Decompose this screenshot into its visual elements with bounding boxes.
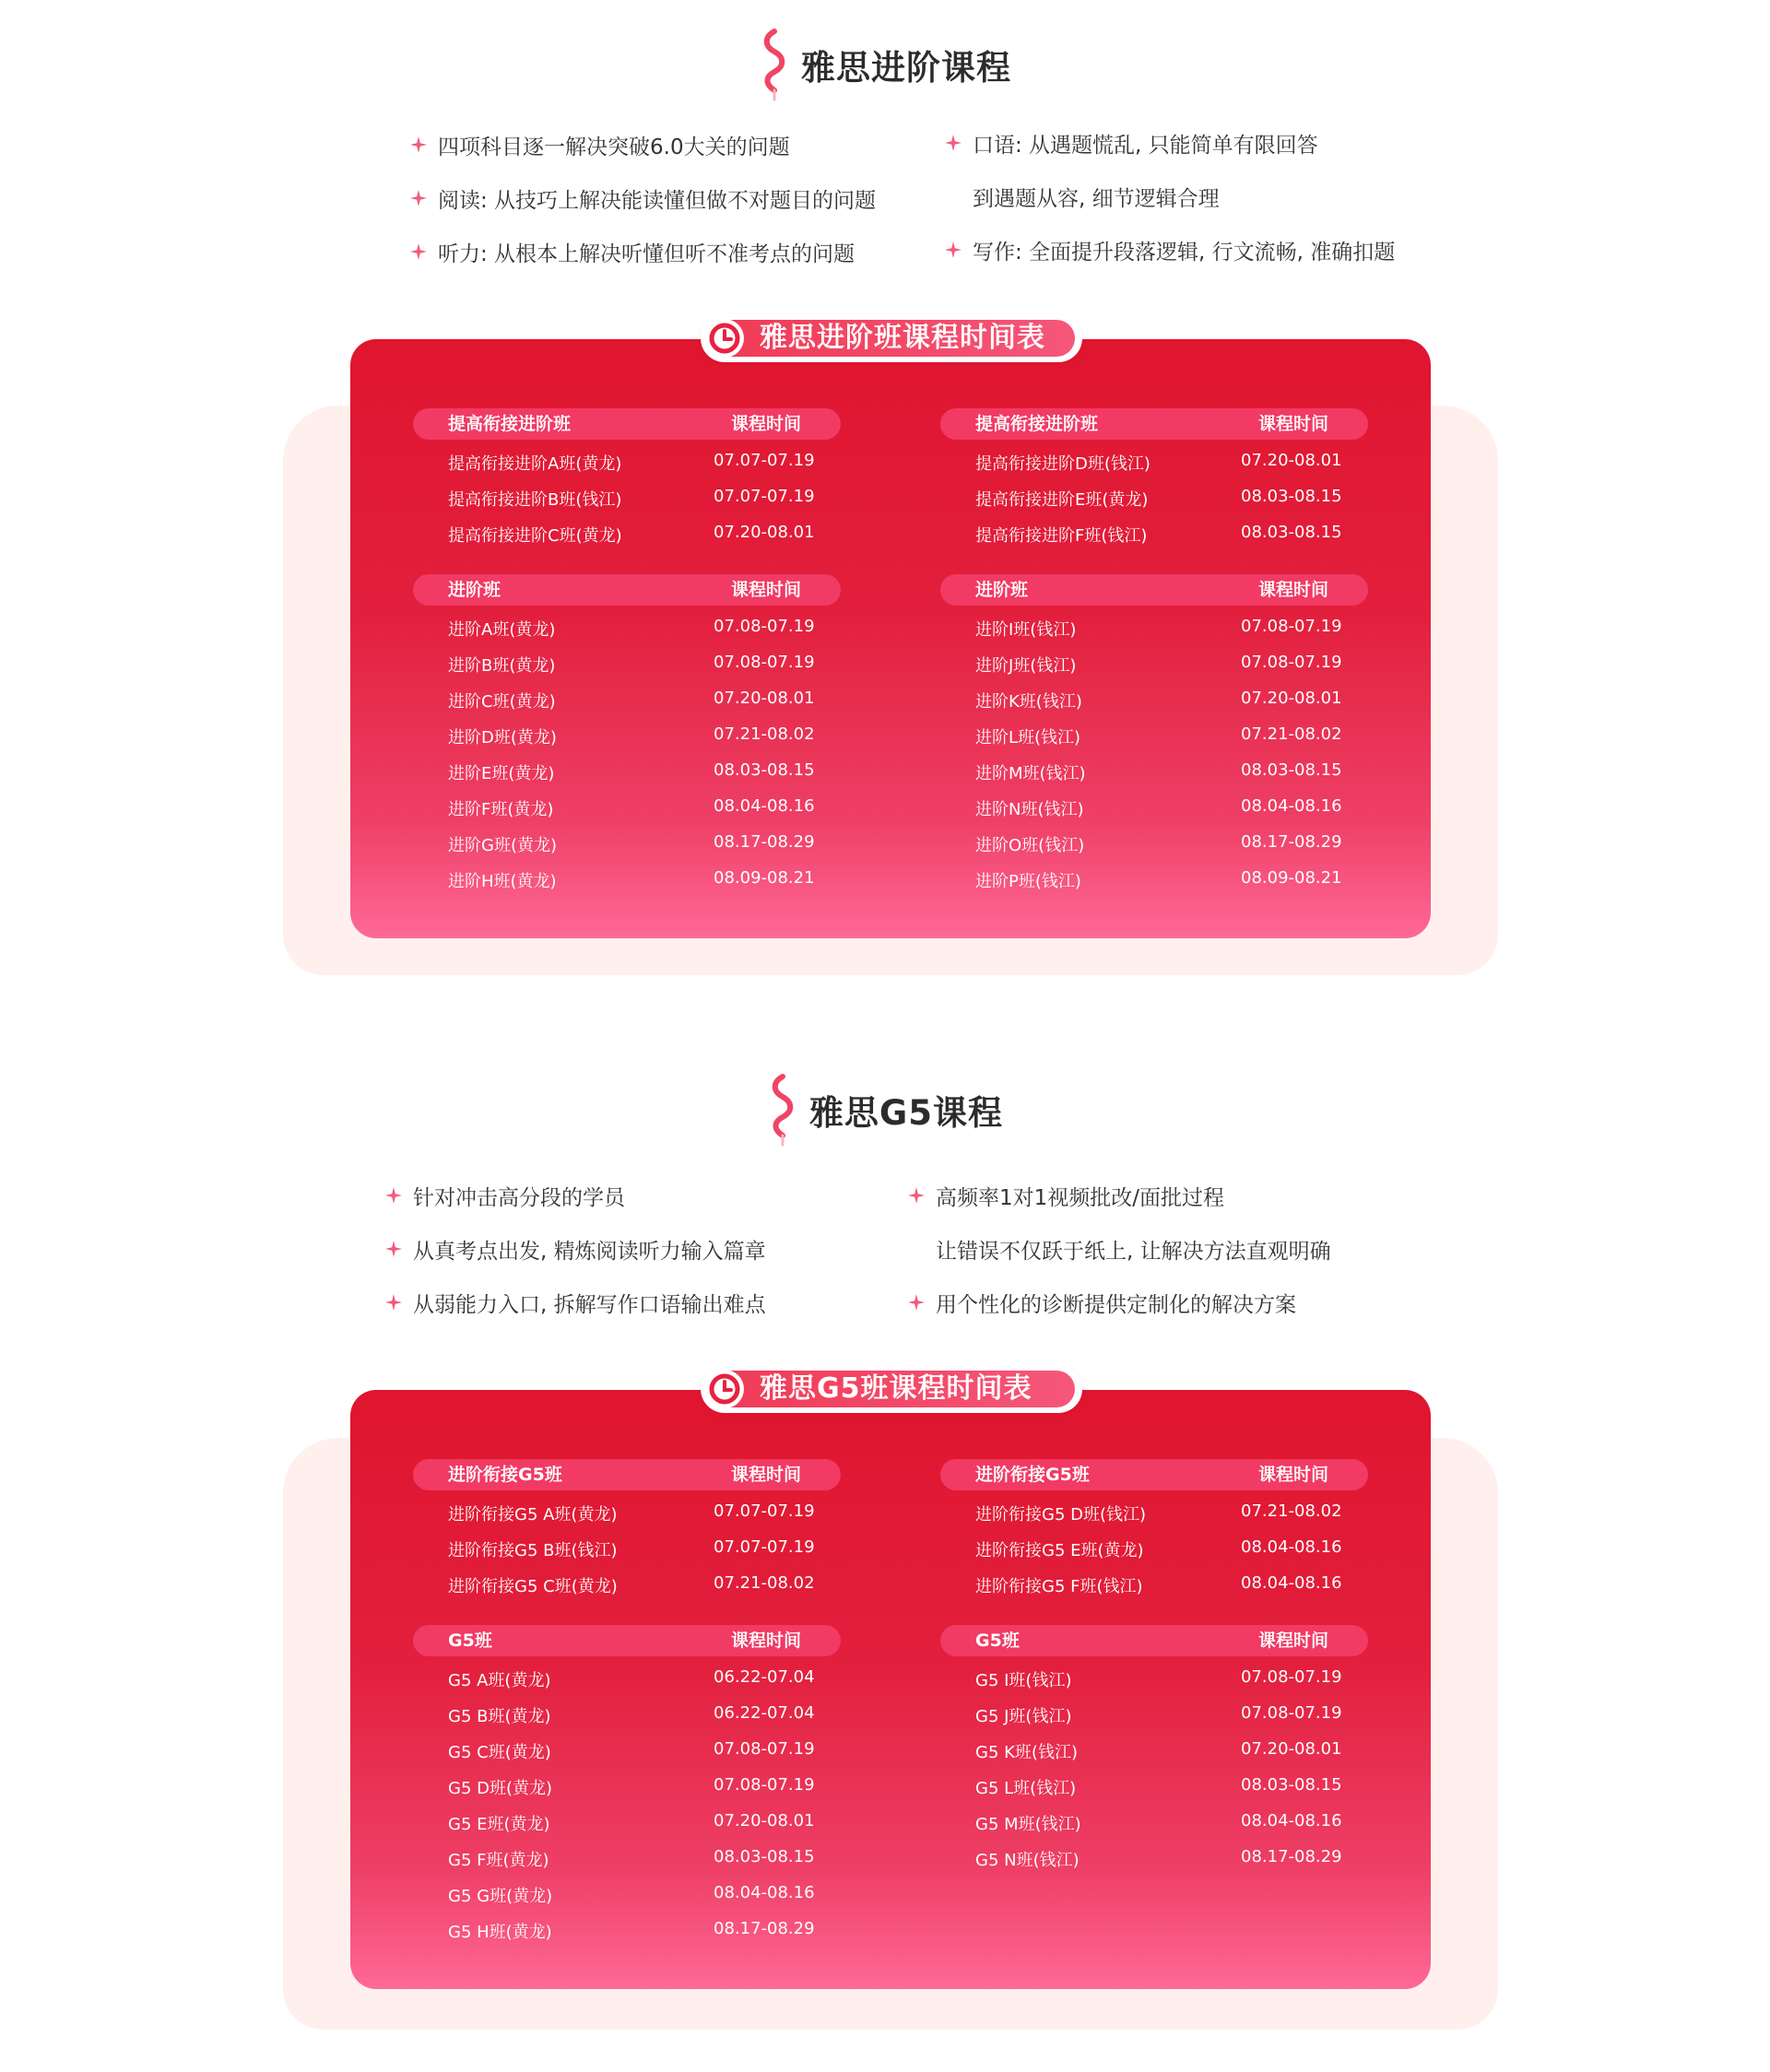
class-time: 08.04-08.16 [1241, 1811, 1342, 1831]
schedule-table [413, 574, 841, 898]
header-class: G5班 [448, 1631, 492, 1651]
schedule-card [350, 339, 1431, 938]
feature-item [945, 223, 1395, 277]
section-g5-course [0, 1051, 1770, 2072]
sparkle-star-icon [945, 135, 962, 151]
feature-item [410, 225, 876, 278]
class-time: 07.20-08.01 [714, 523, 815, 542]
schedule-table [940, 574, 1368, 898]
schedule-card [350, 1390, 1431, 1989]
table-header [940, 1625, 1368, 1656]
class-name: 进阶J班(钱江) [975, 656, 1077, 676]
table-row [413, 1697, 841, 1733]
class-time: 07.21-08.02 [714, 1573, 815, 1593]
class-name: 进阶A班(黄龙) [448, 620, 556, 640]
class-time: 08.03-08.15 [714, 760, 815, 780]
class-time: 07.20-08.01 [1241, 1739, 1342, 1759]
header-class: G5班 [975, 1631, 1020, 1651]
class-name: 进阶I班(钱江) [975, 620, 1077, 640]
class-time: 07.08-07.19 [714, 1739, 815, 1759]
class-name: G5 L班(钱江) [975, 1779, 1077, 1798]
feature-text: 写作: 全面提升段落逻辑, 行文流畅, 准确扣题 [973, 240, 1396, 265]
schedule-title-tab [701, 1365, 1082, 1413]
class-name: 进阶K班(钱江) [975, 692, 1082, 712]
feature-text: 阅读: 从技巧上解决能读懂但做不对题目的问题 [438, 188, 877, 213]
feature-text: 针对冲击高分段的学员 [413, 1185, 625, 1210]
class-name: 提高衔接进阶B班(钱江) [448, 490, 622, 510]
class-time: 08.04-08.16 [714, 796, 815, 816]
feature-item [385, 1276, 766, 1329]
class-name: G5 M班(钱江) [975, 1815, 1081, 1834]
table-row [413, 682, 841, 718]
sparkle-star-icon [410, 190, 427, 206]
sparkle-star-icon [385, 1241, 402, 1257]
class-time: 07.07-07.19 [714, 487, 815, 506]
clock-icon [702, 1367, 747, 1411]
class-time: 07.08-07.19 [1241, 653, 1342, 672]
schedule-title: 雅思进阶班课程时间表 [760, 322, 1045, 354]
class-time: 07.21-08.02 [1241, 724, 1342, 744]
feature-list-right [945, 116, 1395, 277]
table-row [940, 718, 1368, 754]
table-row [413, 718, 841, 754]
table-header [413, 574, 841, 606]
table-row [940, 646, 1368, 682]
class-time: 08.04-08.16 [1241, 796, 1342, 816]
schedule-table [940, 408, 1368, 552]
table-row [413, 1495, 841, 1531]
header-class: 进阶班 [448, 580, 502, 600]
class-name: 进阶B班(黄龙) [448, 656, 556, 676]
feature-text: 从真考点出发, 精炼阅读听力输入篇章 [413, 1239, 766, 1264]
table-row [413, 1805, 841, 1841]
class-time: 07.20-08.01 [1241, 689, 1342, 708]
section-title-row [0, 1073, 1770, 1147]
class-name: G5 E班(黄龙) [448, 1815, 550, 1834]
class-time: 07.08-07.19 [1241, 1667, 1342, 1687]
class-name: G5 N班(钱江) [975, 1851, 1080, 1870]
class-name: 提高衔接进阶D班(钱江) [975, 454, 1150, 474]
header-class: 提高衔接进阶班 [448, 414, 572, 434]
table-row [413, 1567, 841, 1603]
header-class: 进阶班 [975, 580, 1029, 600]
class-name: 进阶C班(黄龙) [448, 692, 556, 712]
table-row [940, 790, 1368, 826]
header-time: 课程时间 [1258, 1465, 1329, 1485]
class-name: G5 A班(黄龙) [448, 1671, 551, 1690]
section-advanced-course [0, 0, 1770, 1014]
table-row [940, 1531, 1368, 1567]
feature-item-continued [908, 1222, 1331, 1276]
header-time: 课程时间 [1258, 414, 1329, 434]
table-header [940, 408, 1368, 440]
sparkle-star-icon [385, 1187, 402, 1204]
feature-text: 听力: 从根本上解决听懂但听不准考点的问题 [438, 241, 856, 266]
class-name: G5 B班(黄龙) [448, 1707, 551, 1726]
table-row [940, 516, 1368, 552]
header-time: 课程时间 [731, 1465, 802, 1485]
table-row [940, 1697, 1368, 1733]
feature-text: 从弱能力入口, 拆解写作口语输出难点 [413, 1292, 766, 1317]
class-time: 06.22-07.04 [714, 1703, 815, 1723]
table-header [940, 574, 1368, 606]
class-name: 进阶衔接G5 C班(黄龙) [448, 1577, 618, 1596]
table-row [413, 754, 841, 790]
table-row [413, 862, 841, 898]
feature-text: 四项科目逐一解决突破6.0大关的问题 [438, 135, 790, 159]
table-row [413, 1769, 841, 1805]
class-name: 提高衔接进阶F班(钱江) [975, 526, 1148, 546]
class-name: 提高衔接进阶C班(黄龙) [448, 526, 622, 546]
table-row [413, 790, 841, 826]
class-time: 07.08-07.19 [714, 653, 815, 672]
table-row [940, 1661, 1368, 1697]
class-name: G5 J班(钱江) [975, 1707, 1072, 1726]
class-time: 08.17-08.29 [1241, 1847, 1342, 1866]
feature-item [908, 1276, 1331, 1329]
sparkle-star-icon [410, 243, 427, 260]
header-time: 课程时间 [731, 1631, 802, 1651]
section-title-row [0, 28, 1770, 101]
class-name: 进阶衔接G5 A班(黄龙) [448, 1505, 618, 1525]
header-class: 提高衔接进阶班 [975, 414, 1099, 434]
feature-item [410, 171, 876, 225]
class-time: 07.08-07.19 [714, 617, 815, 636]
feature-list-left [385, 1169, 766, 1329]
table-header [413, 408, 841, 440]
class-time: 07.20-08.01 [714, 689, 815, 708]
table-row [413, 826, 841, 862]
ribbon-logo-icon [759, 28, 790, 101]
table-row [413, 516, 841, 552]
class-time: 07.07-07.19 [714, 451, 815, 470]
sparkle-star-icon [410, 136, 427, 153]
header-time: 课程时间 [1258, 1631, 1329, 1651]
class-time: 07.21-08.02 [1241, 1501, 1342, 1521]
feature-text: 到遇题从容, 细节逻辑合理 [973, 186, 1220, 211]
section-title: 雅思G5课程 [808, 1093, 1004, 1133]
table-row [940, 862, 1368, 898]
class-name: 进阶衔接G5 D班(钱江) [975, 1505, 1147, 1525]
table-header [413, 1459, 841, 1490]
class-name: 进阶衔接G5 B班(钱江) [448, 1541, 618, 1560]
feature-list-right [908, 1169, 1331, 1329]
class-time: 08.03-08.15 [1241, 487, 1342, 506]
class-time: 07.07-07.19 [714, 1501, 815, 1521]
class-name: 进阶衔接G5 F班(钱江) [975, 1577, 1143, 1596]
class-time: 08.17-08.29 [714, 1919, 815, 1938]
class-time: 08.09-08.21 [1241, 868, 1342, 888]
table-row [413, 444, 841, 480]
schedule-table [940, 1459, 1368, 1603]
feature-text: 口语: 从遇题慌乱, 只能简单有限回答 [973, 133, 1318, 158]
header-class: 进阶衔接G5班 [448, 1465, 562, 1485]
feature-item [385, 1222, 766, 1276]
table-row [413, 1531, 841, 1567]
class-name: 进阶衔接G5 E班(黄龙) [975, 1541, 1144, 1560]
feature-item-continued [945, 170, 1395, 223]
class-time: 07.20-08.01 [1241, 451, 1342, 470]
class-name: G5 H班(黄龙) [448, 1923, 552, 1942]
schedule-table [413, 1459, 841, 1603]
class-name: 进阶N班(钱江) [975, 800, 1084, 819]
class-name: 进阶L班(钱江) [975, 728, 1081, 748]
sparkle-star-icon [945, 241, 962, 258]
feature-list-left [410, 118, 876, 278]
class-name: 进阶O班(钱江) [975, 836, 1085, 855]
table-row [940, 1733, 1368, 1769]
class-time: 08.04-08.16 [714, 1883, 815, 1902]
table-row [413, 1841, 841, 1877]
class-time: 07.08-07.19 [714, 1775, 815, 1795]
class-name: G5 I班(钱江) [975, 1671, 1072, 1690]
class-name: 进阶G班(黄龙) [448, 836, 557, 855]
class-name: G5 C班(黄龙) [448, 1743, 551, 1762]
table-row [940, 444, 1368, 480]
header-class: 进阶衔接G5班 [975, 1465, 1090, 1485]
table-header [413, 1625, 841, 1656]
class-time: 07.08-07.19 [1241, 1703, 1342, 1723]
sparkle-star-icon [908, 1187, 925, 1204]
table-row [940, 1805, 1368, 1841]
class-name: 进阶M班(钱江) [975, 764, 1086, 783]
class-time: 08.04-08.16 [1241, 1573, 1342, 1593]
feature-item [385, 1169, 766, 1222]
schedule-title-tab [701, 314, 1082, 362]
table-row [940, 1567, 1368, 1603]
table-row [413, 646, 841, 682]
class-time: 08.03-08.15 [714, 1847, 815, 1866]
class-name: G5 G班(黄龙) [448, 1887, 553, 1906]
class-name: G5 K班(钱江) [975, 1743, 1078, 1762]
table-row [940, 1841, 1368, 1877]
schedule-table [413, 1625, 841, 1948]
class-time: 08.17-08.29 [714, 832, 815, 852]
class-name: 进阶P班(钱江) [975, 872, 1081, 891]
class-time: 08.03-08.15 [1241, 523, 1342, 542]
table-header [940, 1459, 1368, 1490]
table-row [940, 480, 1368, 516]
table-row [413, 480, 841, 516]
table-row [940, 682, 1368, 718]
header-time: 课程时间 [731, 580, 802, 600]
class-name: 提高衔接进阶A班(黄龙) [448, 454, 622, 474]
table-row [413, 1913, 841, 1948]
table-row [413, 1661, 841, 1697]
feature-text: 用个性化的诊断提供定制化的解决方案 [936, 1292, 1296, 1317]
class-time: 08.03-08.15 [1241, 760, 1342, 780]
table-row [940, 826, 1368, 862]
table-row [413, 1733, 841, 1769]
class-name: 进阶E班(黄龙) [448, 764, 555, 783]
feature-item [410, 118, 876, 171]
class-time: 06.22-07.04 [714, 1667, 815, 1687]
class-time: 07.07-07.19 [714, 1537, 815, 1557]
class-time: 07.21-08.02 [714, 724, 815, 744]
class-name: G5 D班(黄龙) [448, 1779, 553, 1798]
class-time: 08.09-08.21 [714, 868, 815, 888]
class-time: 07.08-07.19 [1241, 617, 1342, 636]
feature-item [945, 116, 1395, 170]
header-time: 课程时间 [731, 414, 802, 434]
class-name: 提高衔接进阶E班(黄龙) [975, 490, 1149, 510]
class-time: 08.03-08.15 [1241, 1775, 1342, 1795]
class-time: 08.04-08.16 [1241, 1537, 1342, 1557]
feature-item [908, 1169, 1331, 1222]
header-time: 课程时间 [1258, 580, 1329, 600]
table-row [413, 610, 841, 646]
ribbon-logo-icon [767, 1073, 798, 1147]
sparkle-star-icon [908, 1294, 925, 1311]
class-name: G5 F班(黄龙) [448, 1851, 549, 1870]
sparkle-star-icon [385, 1294, 402, 1311]
class-name: 进阶D班(黄龙) [448, 728, 557, 748]
feature-text: 让错误不仅跃于纸上, 让解决方法直观明确 [936, 1239, 1331, 1264]
class-time: 07.20-08.01 [714, 1811, 815, 1831]
section-title: 雅思进阶课程 [801, 48, 1011, 88]
table-row [940, 1769, 1368, 1805]
schedule-title: 雅思G5班课程时间表 [760, 1372, 1032, 1405]
schedule-table [940, 1625, 1368, 1877]
feature-text: 高频率1对1视频批改/面批过程 [936, 1185, 1225, 1210]
class-name: 进阶F班(黄龙) [448, 800, 554, 819]
table-row [940, 754, 1368, 790]
class-time: 08.17-08.29 [1241, 832, 1342, 852]
clock-icon [702, 316, 747, 360]
table-row [413, 1877, 841, 1913]
class-name: 进阶H班(黄龙) [448, 872, 557, 891]
table-row [940, 610, 1368, 646]
table-row [940, 1495, 1368, 1531]
schedule-table [413, 408, 841, 552]
